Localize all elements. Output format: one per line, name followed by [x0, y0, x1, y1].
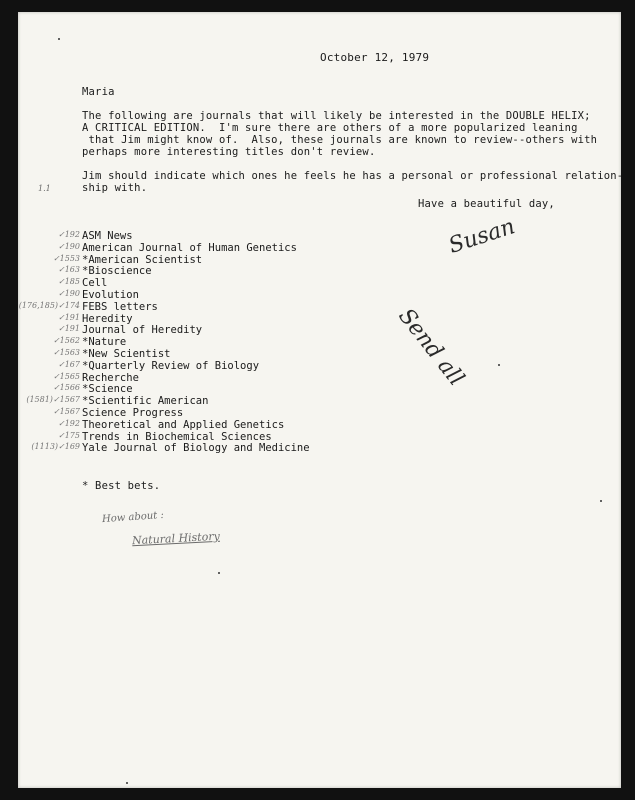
journal-code-box	[18, 301, 82, 313]
journal-handwritten-code: ✓190	[58, 288, 80, 298]
journal-name	[82, 395, 208, 407]
journal-name	[82, 372, 139, 384]
journal-name	[82, 348, 171, 360]
journal-title: Bioscience	[88, 265, 152, 278]
journal-name	[82, 442, 310, 454]
journal-title: Cell	[82, 277, 108, 290]
journal-title: American Scientist	[88, 253, 203, 266]
journal-code-box	[18, 419, 82, 431]
letter-page	[18, 12, 624, 788]
journal-handwritten-code: (1581)✓1567	[26, 395, 80, 405]
journal-code-box	[18, 254, 82, 266]
best-bet-star: *	[82, 395, 89, 408]
speck	[126, 782, 128, 784]
journal-name	[82, 324, 202, 336]
journal-name	[82, 431, 272, 443]
journal-title: ASM News	[82, 230, 133, 242]
journal-code-box	[18, 324, 82, 336]
journal-handwritten-code: ✓192	[58, 230, 80, 239]
journal-name	[82, 383, 133, 395]
journal-handwritten-code: ✓191	[58, 312, 80, 322]
journal-handwritten-code: ✓1553	[52, 253, 80, 263]
journal-code-box	[18, 383, 82, 395]
journal-title: Journal of Heredity	[82, 324, 203, 337]
journal-name	[82, 336, 126, 348]
journal-handwritten-code: ✓1565	[52, 371, 80, 381]
journal-title: Nature	[88, 336, 127, 349]
speck	[58, 38, 60, 40]
journal-code-box	[18, 289, 82, 301]
signature: Susan	[445, 214, 519, 259]
journal-handwritten-code: ✓185	[58, 277, 80, 287]
speck	[498, 364, 500, 366]
speck	[600, 500, 602, 502]
best-bet-star: *	[82, 359, 89, 372]
journal-title: American Journal of Human Genetics	[82, 241, 297, 254]
paragraph-1-line-1: The following are journals that will likely be interested in the DOUBLE HELIX;	[82, 110, 591, 122]
journal-name	[82, 301, 158, 313]
journal-title: Heredity	[82, 312, 133, 325]
journal-code-box	[18, 336, 82, 348]
journal-title: Scientific American	[88, 395, 209, 408]
journal-title: Science Progress	[82, 406, 184, 419]
journal-code-box	[18, 431, 82, 443]
journal-code-box	[18, 313, 82, 325]
journal-handwritten-code: ✓1562	[52, 336, 80, 346]
best-bet-star: *	[82, 253, 89, 266]
best-bet-star: *	[82, 336, 89, 349]
margin-note-send-all: Send all	[393, 304, 469, 391]
journal-title: Evolution	[82, 288, 139, 301]
journal-title: Quarterly Review of Biology	[88, 359, 260, 372]
handwritten-how-about: How about :	[101, 509, 165, 526]
journal-handwritten-code: ✓1566	[52, 383, 80, 393]
journal-code-box	[18, 348, 82, 360]
handwritten-natural-history: Natural History	[131, 529, 221, 548]
paragraph-2-line-2: ship with.	[82, 182, 148, 194]
journal-name	[82, 277, 107, 289]
journal-handwritten-code: ✓167	[58, 359, 80, 369]
journal-title: Theoretical and Applied Genetics	[82, 418, 285, 431]
journal-name	[82, 289, 139, 301]
best-bet-star: *	[82, 383, 89, 396]
journal-title: Trends in Biochemical Sciences	[82, 430, 272, 443]
journal-name	[82, 407, 183, 419]
journal-name	[82, 265, 152, 277]
journal-title: Science	[88, 383, 133, 396]
journal-handwritten-code: (176,185)✓174	[18, 300, 80, 310]
journal-handwritten-code: ✓190	[58, 241, 80, 251]
journal-code-box	[18, 265, 82, 277]
journal-code-box	[18, 230, 82, 242]
journal-handwritten-code: ✓191	[58, 324, 80, 334]
journal-handwritten-code: (1113)✓169	[31, 442, 80, 452]
journal-handwritten-code: ✓1567	[52, 406, 80, 416]
journal-name	[82, 242, 297, 254]
journal-name	[82, 254, 202, 266]
salutation: Maria	[82, 86, 115, 98]
side-mark: 1.1	[38, 184, 51, 193]
journal-handwritten-code: ✓192	[58, 418, 80, 428]
footnote: * Best bets.	[82, 480, 161, 492]
journal-code-box	[18, 372, 82, 384]
journal-handwritten-code: ✓163	[58, 265, 80, 275]
best-bet-star: *	[82, 347, 89, 360]
letter-date: October 12, 1979	[320, 51, 430, 64]
journal-title: Yale Journal of Biology and Medicine	[82, 442, 310, 455]
journal-title: Recherche	[82, 371, 139, 384]
journal-name	[82, 419, 284, 431]
journal-handwritten-code: ✓175	[58, 430, 80, 440]
journal-code-box	[18, 360, 82, 372]
journal-code-box	[18, 395, 82, 407]
paragraph-1-line-2: A CRITICAL EDITION. I'm sure there are others of a more popularized leaning	[82, 122, 578, 134]
journal-handwritten-code: ✓1563	[52, 347, 80, 357]
closing: Have a beautiful day,	[418, 198, 555, 210]
journal-name	[82, 313, 133, 325]
journal-code-box	[18, 407, 82, 419]
journal-name	[82, 360, 259, 372]
paragraph-1-line-3: that Jim might know of. Also, these journals are known to review--others with	[82, 134, 598, 146]
best-bet-star: *	[82, 265, 89, 278]
paragraph-2-line-1: Jim should indicate which ones he feels he has a personal or professional relation-	[82, 170, 624, 182]
journal-title: New Scientist	[88, 347, 171, 360]
speck	[218, 572, 220, 574]
journal-code-box	[18, 242, 82, 254]
journal-code-box	[18, 442, 82, 454]
journal-code-box	[18, 277, 82, 289]
journal-name	[82, 230, 133, 242]
journal-title: FEBS letters	[82, 300, 158, 313]
paragraph-1-line-4: perhaps more interesting titles don't review.	[82, 146, 376, 158]
